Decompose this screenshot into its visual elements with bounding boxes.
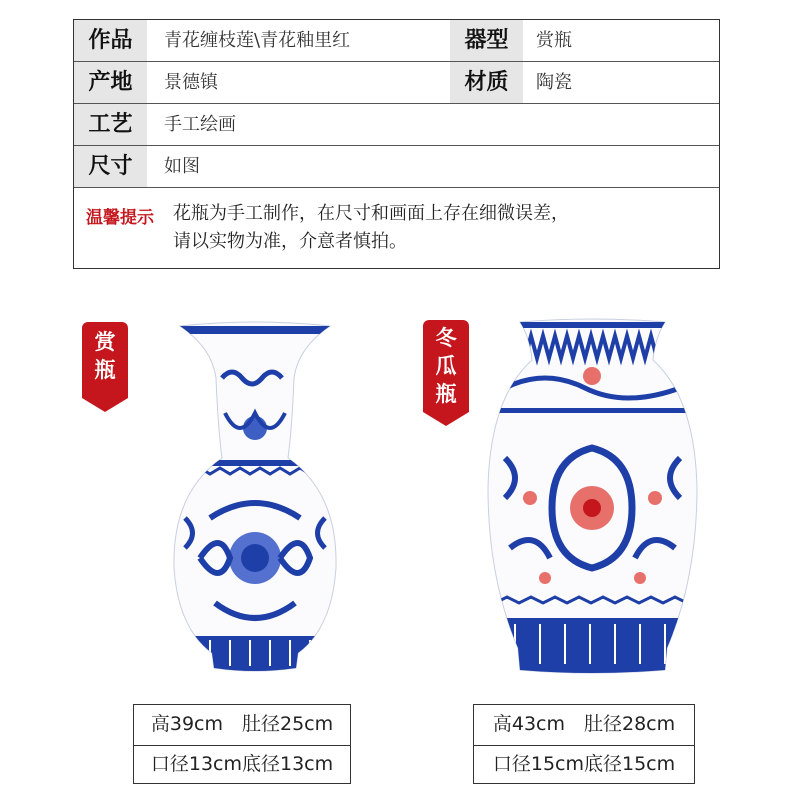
tag-char: 瓶 [94, 358, 116, 382]
dimension-mouth-base: 口径13cm底径13cm [150, 753, 334, 775]
dimension-mouth-base: 口径15cm底径15cm [492, 753, 676, 775]
spec-label: 产地 [74, 62, 147, 103]
notice-title: 温馨提示 [86, 208, 154, 228]
spec-label: 作品 [74, 20, 147, 61]
spec-label: 材质 [450, 62, 523, 103]
dimension-height-belly: 高39cm 肚径25cm [134, 705, 350, 746]
spec-value: 如图 [164, 156, 200, 177]
spec-row [74, 104, 719, 146]
spec-value: 陶瓷 [536, 72, 572, 93]
product-tag-shangping [82, 322, 128, 398]
tag-char: 冬 [435, 326, 457, 350]
tag-char: 瓜 [435, 354, 457, 378]
spec-value: 赏瓶 [536, 30, 572, 51]
spec-value: 手工绘画 [164, 114, 236, 135]
dimensions-box-shangping [133, 704, 351, 784]
dimension-height-belly: 高43cm 肚径28cm [474, 705, 694, 746]
dimensions-box-dongguaping [473, 704, 695, 784]
vase-dongguaping-image [485, 318, 700, 678]
notice [74, 188, 719, 268]
spec-table [73, 19, 720, 269]
spec-value: 景德镇 [164, 72, 218, 93]
tag-char: 瓶 [435, 382, 457, 406]
spec-label: 工艺 [74, 104, 147, 145]
spec-row [74, 146, 719, 188]
vase-shangping-image [170, 318, 340, 678]
spec-label: 器型 [450, 20, 523, 61]
notice-text [173, 200, 713, 256]
spec-row [74, 62, 719, 104]
notice-line: 请以实物为准，介意者慎拍。 [173, 231, 407, 252]
spec-value: 青花缠枝莲\青花釉里红 [164, 30, 351, 51]
notice-line: 花瓶为手工制作，在尺寸和画面上存在细微误差， [173, 203, 569, 224]
product-tag-dongguaping [423, 320, 469, 412]
tag-char: 赏 [94, 330, 116, 354]
spec-label: 尺寸 [74, 146, 147, 187]
spec-row [74, 20, 719, 62]
